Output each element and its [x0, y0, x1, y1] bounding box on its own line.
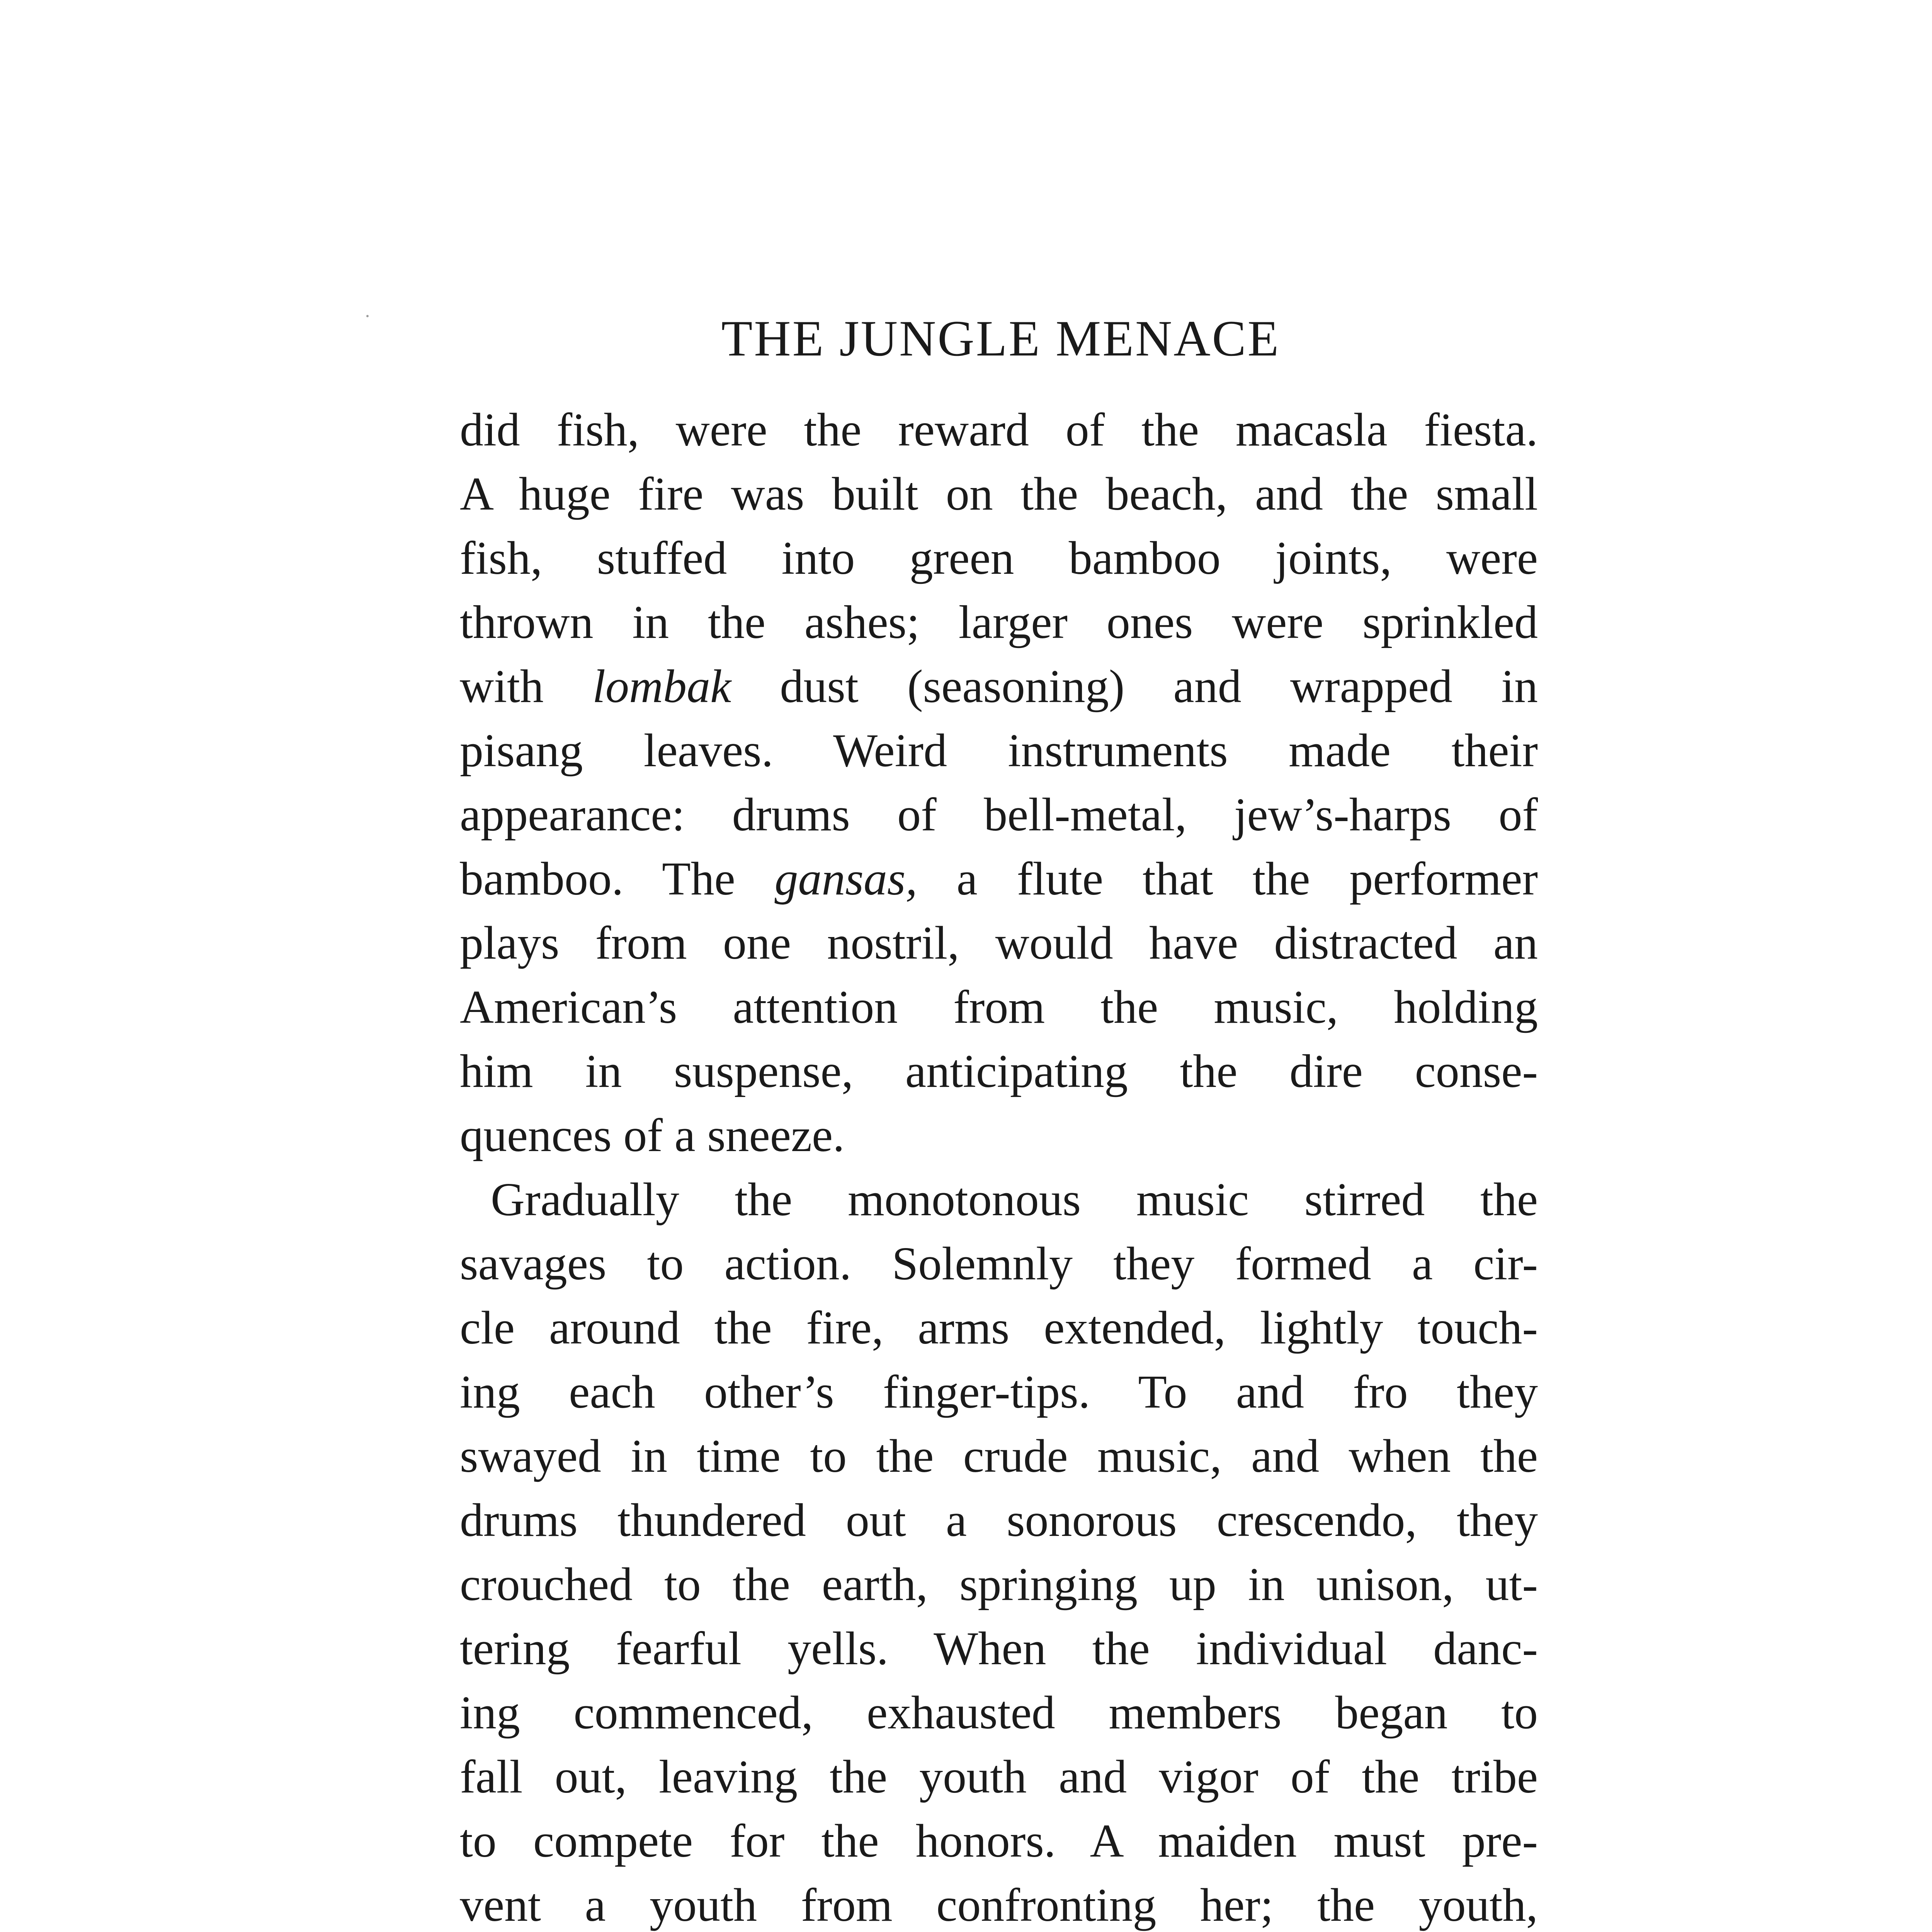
text-line: thrown in the ashes; larger ones were sprinkled [460, 596, 1538, 648]
text-line: to compete for the honors. A maiden must pre- [460, 1815, 1538, 1867]
running-head: THE JUNGLE MENACE [721, 310, 1281, 367]
text-line: him in suspense, anticipating the dire conse- [460, 1045, 1538, 1097]
text-line: appearance: drums of bell-metal, jew’s-harps of [460, 789, 1538, 841]
text-line: vent a youth from confronting her; the youth, [460, 1879, 1538, 1931]
text-line: tering fearful yells. When the individual danc- [460, 1622, 1538, 1675]
text-line: ing commenced, exhausted members began to [460, 1687, 1538, 1739]
text-line: fall out, leaving the youth and vigor of the tribe [460, 1751, 1538, 1803]
text-line: Gradually the monotonous music stirred the [491, 1173, 1538, 1226]
text-line: did fish, were the reward of the macasla fiesta. [460, 404, 1538, 456]
text-line: crouched to the earth, springing up in unison, ut- [460, 1558, 1538, 1611]
text-line: quences of a sneeze. [460, 1109, 845, 1162]
text-line: with lombak dust (seasoning) and wrapped in [460, 660, 1538, 713]
scan-speck [366, 315, 369, 317]
text-line: plays from one nostril, would have distracted an [460, 917, 1538, 969]
text-line: American’s attention from the music, holding [460, 981, 1538, 1033]
italic-term: lombak [592, 660, 731, 713]
text-line: fish, stuffed into green bamboo joints, were [460, 532, 1538, 584]
italic-term: gansas, [774, 853, 917, 905]
body-text [460, 398, 1538, 1932]
text-line: bamboo. The gansas, a flute that the performer [460, 853, 1538, 905]
text-line: savages to action. Solemnly they formed a cir- [460, 1238, 1538, 1290]
text-line: swayed in time to the crude music, and when the [460, 1430, 1538, 1482]
text-line: A huge fire was built on the beach, and the small [460, 468, 1538, 520]
text-line: ing each other’s finger-tips. To and fro they [460, 1366, 1538, 1418]
text-line: pisang leaves. Weird instruments made their [460, 724, 1538, 777]
text-line: drums thundered out a sonorous crescendo, they [460, 1494, 1538, 1546]
text-line: cle around the fire, arms extended, lightly touch- [460, 1302, 1538, 1354]
